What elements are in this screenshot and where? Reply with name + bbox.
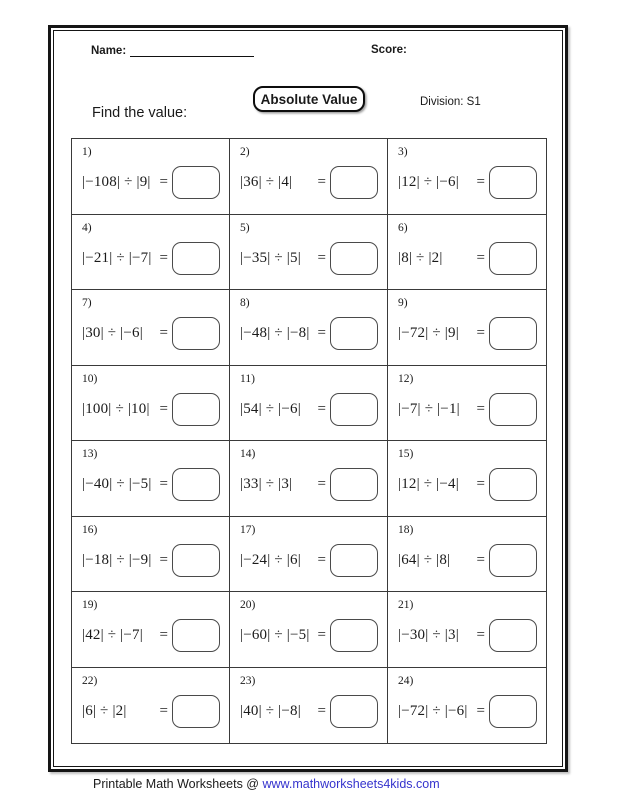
equals-sign: = xyxy=(317,627,326,644)
answer-box[interactable] xyxy=(330,695,378,728)
footer-text: Printable Math Worksheets @ xyxy=(93,777,263,791)
name-row xyxy=(91,44,254,57)
answer-box[interactable] xyxy=(172,619,220,652)
problem-line xyxy=(82,159,220,207)
problem-line xyxy=(82,537,220,585)
problem-number: 3) xyxy=(398,146,408,158)
answer-box[interactable] xyxy=(172,468,220,501)
problem-cell xyxy=(388,668,546,744)
answer-box[interactable] xyxy=(489,695,537,728)
answer-group xyxy=(160,468,220,501)
answer-group xyxy=(318,166,378,199)
answer-group xyxy=(477,468,537,501)
problem-expression: |64| ÷ |8| xyxy=(398,551,451,568)
problem-line xyxy=(398,461,537,509)
equals-sign: = xyxy=(317,174,326,191)
answer-group xyxy=(318,619,378,652)
answer-group xyxy=(318,695,378,728)
problem-expression: |40| ÷ |−8| xyxy=(240,703,301,720)
problem-line xyxy=(240,461,378,509)
name-label: Name: xyxy=(91,45,127,57)
answer-group xyxy=(160,695,220,728)
problem-number: 8) xyxy=(240,297,250,309)
answer-box[interactable] xyxy=(330,468,378,501)
problem-expression: |−72| ÷ |−6| xyxy=(398,703,468,720)
problem-expression: |−21| ÷ |−7| xyxy=(82,249,152,266)
answer-box[interactable] xyxy=(489,544,537,577)
answer-group xyxy=(318,242,378,275)
worksheet-title-badge xyxy=(253,86,365,112)
problem-cell xyxy=(230,668,388,744)
problem-line xyxy=(240,310,378,358)
score-label: Score: xyxy=(371,44,407,56)
equals-sign: = xyxy=(476,551,485,568)
equals-sign: = xyxy=(476,627,485,644)
problem-line xyxy=(398,612,537,660)
answer-group xyxy=(477,242,537,275)
problem-expression: |30| ÷ |−6| xyxy=(82,325,143,342)
problem-cell xyxy=(230,517,388,593)
equals-sign: = xyxy=(159,325,168,342)
problem-number: 24) xyxy=(398,674,414,687)
problem-number: 22) xyxy=(82,674,98,687)
problem-expression: |−30| ÷ |3| xyxy=(398,627,459,644)
problem-cell xyxy=(388,366,546,442)
answer-box[interactable] xyxy=(172,166,220,199)
problem-line xyxy=(398,159,537,207)
footer xyxy=(93,777,440,791)
problem-number: 11) xyxy=(240,372,255,385)
problem-cell xyxy=(72,668,230,744)
problem-cell xyxy=(72,517,230,593)
equals-sign: = xyxy=(317,476,326,493)
problem-cell xyxy=(388,290,546,366)
problem-expression: |−7| ÷ |−1| xyxy=(398,400,460,417)
problem-line xyxy=(398,386,537,434)
problem-number: 14) xyxy=(240,448,256,460)
problem-number: 23) xyxy=(240,674,256,687)
problem-line xyxy=(398,310,537,358)
answer-box[interactable] xyxy=(330,242,378,275)
problem-number: 9) xyxy=(398,297,408,309)
problem-expression: |8| ÷ |2| xyxy=(398,249,443,266)
answer-box[interactable] xyxy=(330,317,378,350)
equals-sign: = xyxy=(159,249,168,266)
problem-number: 18) xyxy=(398,523,414,536)
equals-sign: = xyxy=(159,703,168,720)
problem-line xyxy=(240,537,378,585)
problem-cell xyxy=(230,290,388,366)
problem-line xyxy=(240,612,378,660)
problem-expression: |6| ÷ |2| xyxy=(82,703,127,720)
problem-expression: |54| ÷ |−6| xyxy=(240,400,301,417)
problem-line xyxy=(82,612,220,660)
answer-box[interactable] xyxy=(172,393,220,426)
answer-box[interactable] xyxy=(330,544,378,577)
answer-group xyxy=(318,544,378,577)
instruction-text: Find the value: xyxy=(92,105,188,121)
answer-box[interactable] xyxy=(330,393,378,426)
problem-line xyxy=(82,461,220,509)
answer-group xyxy=(477,695,537,728)
problem-cell xyxy=(388,215,546,291)
problem-number: 2) xyxy=(240,146,250,158)
problem-expression: |−72| ÷ |9| xyxy=(398,325,459,342)
answer-box[interactable] xyxy=(489,166,537,199)
problem-cell xyxy=(230,592,388,668)
equals-sign: = xyxy=(476,476,485,493)
answer-box[interactable] xyxy=(172,317,220,350)
problem-cell xyxy=(230,366,388,442)
problem-line xyxy=(240,688,378,737)
problem-expression: |12| ÷ |−6| xyxy=(398,174,459,191)
problem-cell xyxy=(72,215,230,291)
answer-box[interactable] xyxy=(172,242,220,275)
problem-cell xyxy=(72,441,230,517)
problem-expression: |100| ÷ |10| xyxy=(82,400,150,417)
problem-number: 20) xyxy=(240,599,256,611)
equals-sign: = xyxy=(476,249,485,266)
answer-group xyxy=(318,317,378,350)
problem-number: 15) xyxy=(398,448,414,460)
answer-box[interactable] xyxy=(489,468,537,501)
problem-number: 21) xyxy=(398,599,414,611)
problem-number: 12) xyxy=(398,372,414,385)
answer-box[interactable] xyxy=(172,695,220,728)
problem-line xyxy=(82,235,220,283)
worksheet-title: Absolute Value xyxy=(260,91,358,107)
equals-sign: = xyxy=(317,703,326,720)
problem-line xyxy=(398,235,537,283)
answer-group xyxy=(318,393,378,426)
problem-number: 17) xyxy=(240,523,256,536)
problem-cell xyxy=(230,139,388,215)
answer-box[interactable] xyxy=(330,166,378,199)
answer-group xyxy=(160,619,220,652)
answer-group xyxy=(160,317,220,350)
answer-group xyxy=(477,317,537,350)
problem-cell xyxy=(72,366,230,442)
equals-sign: = xyxy=(317,551,326,568)
answer-group xyxy=(160,166,220,199)
problem-cell xyxy=(72,592,230,668)
equals-sign: = xyxy=(159,174,168,191)
problem-expression: |−48| ÷ |−8| xyxy=(240,325,310,342)
answer-group xyxy=(160,242,220,275)
answer-group xyxy=(160,393,220,426)
problem-expression: |−60| ÷ |−5| xyxy=(240,627,310,644)
problem-line xyxy=(398,688,537,737)
equals-sign: = xyxy=(159,400,168,417)
equals-sign: = xyxy=(317,325,326,342)
answer-box[interactable] xyxy=(330,619,378,652)
problem-expression: |−35| ÷ |5| xyxy=(240,249,301,266)
problem-cell xyxy=(72,290,230,366)
problem-expression: |−108| ÷ |9| xyxy=(82,174,151,191)
problem-line xyxy=(240,235,378,283)
problem-line xyxy=(240,386,378,434)
problem-number: 7) xyxy=(82,297,92,309)
equals-sign: = xyxy=(159,551,168,568)
problem-number: 16) xyxy=(82,523,98,536)
problem-number: 13) xyxy=(82,448,98,460)
footer-link[interactable]: www.mathworksheets4kids.com xyxy=(262,777,440,791)
problem-cell xyxy=(230,441,388,517)
problem-expression: |36| ÷ |4| xyxy=(240,174,293,191)
problem-cell xyxy=(388,441,546,517)
problem-expression: |12| ÷ |−4| xyxy=(398,476,459,493)
equals-sign: = xyxy=(476,174,485,191)
answer-group xyxy=(477,619,537,652)
worksheet-subtitle: Division: S1 xyxy=(420,96,481,108)
problem-expression: |−18| ÷ |−9| xyxy=(82,551,152,568)
problem-cell xyxy=(72,139,230,215)
answer-group xyxy=(477,166,537,199)
problem-cell xyxy=(388,517,546,593)
answer-box[interactable] xyxy=(489,317,537,350)
equals-sign: = xyxy=(476,325,485,342)
problem-number: 1) xyxy=(82,146,92,158)
answer-group xyxy=(477,544,537,577)
problem-line xyxy=(82,310,220,358)
problem-expression: |−24| ÷ |6| xyxy=(240,551,301,568)
problem-expression: |−40| ÷ |−5| xyxy=(82,476,152,493)
equals-sign: = xyxy=(317,400,326,417)
problem-cell xyxy=(230,215,388,291)
answer-box[interactable] xyxy=(489,393,537,426)
answer-group xyxy=(477,393,537,426)
equals-sign: = xyxy=(159,476,168,493)
problem-cell xyxy=(388,592,546,668)
answer-group xyxy=(318,468,378,501)
problem-line xyxy=(398,537,537,585)
problem-line xyxy=(240,159,378,207)
problem-number: 6) xyxy=(398,221,408,234)
equals-sign: = xyxy=(159,627,168,644)
problem-cell xyxy=(388,139,546,215)
problem-number: 4) xyxy=(82,221,92,234)
problem-number: 19) xyxy=(82,599,98,611)
equals-sign: = xyxy=(476,400,485,417)
problem-expression: |42| ÷ |−7| xyxy=(82,627,143,644)
equals-sign: = xyxy=(476,703,485,720)
name-field[interactable] xyxy=(130,44,254,57)
problems-grid xyxy=(71,138,547,744)
problem-number: 5) xyxy=(240,221,250,234)
problem-number: 10) xyxy=(82,372,98,385)
problem-line xyxy=(82,688,220,737)
problem-expression: |33| ÷ |3| xyxy=(240,476,293,493)
answer-box[interactable] xyxy=(172,544,220,577)
answer-box[interactable] xyxy=(489,619,537,652)
problem-line xyxy=(82,386,220,434)
answer-group xyxy=(160,544,220,577)
equals-sign: = xyxy=(317,249,326,266)
answer-box[interactable] xyxy=(489,242,537,275)
